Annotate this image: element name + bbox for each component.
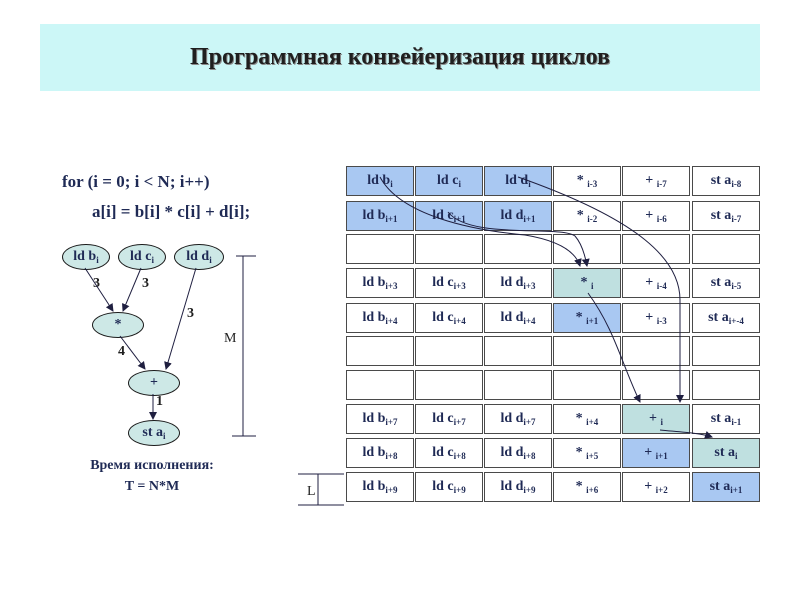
schedule-cell-op: st a — [708, 310, 729, 325]
schedule-cell-op: ld c — [432, 208, 454, 223]
schedule-cell-op: ld c — [432, 479, 454, 494]
schedule-cell-index: i+2 — [655, 485, 668, 495]
node-ld-d-sub: i — [209, 255, 212, 265]
edge-label-ldb-mul: 3 — [93, 276, 100, 291]
schedule-cell-op: + — [649, 411, 661, 426]
node-ld-d-label: ld d — [186, 249, 210, 264]
edge-ldb-mul — [85, 268, 113, 311]
node-ld-b-sub: i — [96, 255, 99, 265]
schedule-cell-index: i — [458, 179, 461, 189]
schedule-cell-index: i+4 — [385, 316, 398, 326]
l-dimension-label: L — [307, 484, 316, 499]
schedule-cell-op: * — [575, 479, 587, 494]
execution-time-formula: T = N*M — [124, 479, 180, 494]
schedule-cell-op: ld b — [367, 173, 391, 188]
schedule-cell-op: * — [576, 173, 588, 188]
schedule-cell-op: + — [644, 479, 656, 494]
schedule-cell-op: * — [576, 208, 588, 223]
schedule-cell-op: ld c — [432, 445, 454, 460]
node-ld-b-label: ld b — [73, 249, 97, 264]
schedule-cell-index: i+9 — [453, 485, 466, 495]
dep-arrow-ldc-to-mul — [448, 212, 587, 266]
edge-label-add-st: 1 — [156, 394, 163, 409]
dep-arrow-mul-to-add — [588, 293, 640, 402]
schedule-cell-index: i+6 — [586, 485, 599, 495]
dep-arrow-ldb-to-mul — [380, 177, 580, 266]
node-add-label: + — [150, 375, 158, 390]
schedule-cell-op: ld d — [500, 411, 524, 426]
schedule-cell-op: ld b — [362, 411, 386, 426]
edge-label-ldd-add: 3 — [187, 306, 194, 321]
node-multiply-label: * — [114, 317, 122, 332]
schedule-cell-op: ld c — [437, 173, 459, 188]
schedule-cell-op: st a — [710, 411, 732, 426]
schedule-cell-index: i — [528, 179, 531, 189]
schedule-cell-index: i+5 — [586, 451, 599, 461]
schedule-cell-index: i-6 — [656, 214, 667, 224]
schedule-cell-index: i-2 — [587, 214, 598, 224]
dep-arrow-ldd-to-add — [518, 177, 680, 402]
schedule-cell-op: + — [645, 310, 657, 325]
schedule-cell-index: i — [660, 417, 663, 427]
schedule-cell-op: + — [645, 275, 657, 290]
schedule-cell-op: ld d — [500, 275, 524, 290]
schedule-cell-index: i+4 — [453, 316, 466, 326]
schedule-cell-op: ld d — [505, 173, 529, 188]
schedule-cell-op: ld b — [362, 208, 386, 223]
node-ld-c-label: ld c — [130, 249, 152, 264]
schedule-cell-op: ld c — [432, 275, 454, 290]
schedule-cell-op: ld b — [362, 275, 386, 290]
schedule-cell-index: i+7 — [453, 417, 466, 427]
schedule-cell-index: i+9 — [523, 485, 536, 495]
schedule-cell-op: ld d — [500, 445, 524, 460]
schedule-cell-index: i — [390, 179, 393, 189]
schedule-cell-op: * — [575, 445, 587, 460]
schedule-cell-index: i-4 — [656, 281, 667, 291]
schedule-cell-op: ld d — [500, 208, 524, 223]
edge-label-mul-add: 4 — [118, 344, 125, 359]
node-store-label: st a — [142, 425, 164, 440]
schedule-cell-op: st a — [714, 445, 736, 460]
schedule-cell-index: i+1 — [453, 214, 466, 224]
schedule-cell-index: i-7 — [656, 179, 667, 189]
schedule-cell-index: i+7 — [523, 417, 536, 427]
schedule-cell-index: i+1 — [655, 451, 668, 461]
slide-title: Программная конвейеризация циклов — [190, 44, 610, 70]
schedule-cell-op: ld c — [432, 411, 454, 426]
schedule-cell-index: i — [590, 281, 594, 291]
schedule-cell-index: i-8 — [731, 179, 742, 189]
schedule-cell-index: i+8 — [385, 451, 398, 461]
node-ld-c-sub: i — [151, 255, 154, 265]
schedule-cell-op: * — [575, 411, 587, 426]
schedule-cell-index: i+1 — [586, 316, 599, 326]
schedule-cell-op: st a — [710, 173, 732, 188]
schedule-cell-op: st a — [710, 208, 732, 223]
schedule-cell-op: st a — [709, 479, 731, 494]
schedule-cell-index: i+3 — [385, 281, 398, 291]
schedule-cell-index: i+8 — [453, 451, 466, 461]
schedule-cell-index: i+-4 — [728, 316, 744, 326]
schedule-cell-index: i-5 — [731, 281, 742, 291]
loop-header: for (i = 0; i < N; i++) — [62, 172, 210, 191]
schedule-cell-index: i-3 — [587, 179, 598, 189]
edge-ldd-add — [166, 268, 196, 369]
schedule-cell-index: i+1 — [730, 485, 743, 495]
edge-ldc-mul — [123, 268, 141, 311]
schedule-cell-index: i+3 — [523, 281, 536, 291]
schedule-cell-index: i-7 — [731, 214, 742, 224]
execution-time-caption: Время исполнения: — [90, 458, 214, 473]
dep-arrow-add-to-st — [660, 430, 712, 437]
edge-mul-add — [120, 336, 145, 369]
schedule-cell-op: st a — [710, 275, 732, 290]
schedule-cell-index: i-1 — [731, 417, 742, 427]
schedule-cell-op: + — [645, 173, 657, 188]
schedule-cell-index: i+7 — [385, 417, 398, 427]
edge-label-ldc-mul: 3 — [142, 276, 149, 291]
schedule-cell-op: ld c — [432, 310, 454, 325]
m-dimension-label: M — [224, 331, 237, 346]
schedule-cell-op: + — [645, 208, 657, 223]
schedule-cell-op: ld b — [362, 479, 386, 494]
node-store-sub: i — [163, 431, 166, 441]
schedule-cell-op: * — [580, 275, 591, 290]
schedule-cell-index: i+4 — [586, 417, 599, 427]
schedule-cell-op: + — [644, 445, 656, 460]
schedule-cell-index: i+4 — [523, 316, 536, 326]
schedule-cell-op: ld d — [500, 310, 524, 325]
schedule-cell-op: * — [575, 310, 587, 325]
schedule-cell-index: i+3 — [453, 281, 466, 291]
schedule-cell-op: ld d — [500, 479, 524, 494]
schedule-cell-op: ld b — [362, 445, 386, 460]
schedule-cell-index: i+8 — [523, 451, 536, 461]
schedule-cell-index: i+1 — [523, 214, 536, 224]
schedule-cell-index: i-3 — [656, 316, 667, 326]
loop-body: a[i] = b[i] * c[i] + d[i]; — [92, 202, 251, 221]
schedule-cell-op: ld b — [362, 310, 386, 325]
schedule-cell-index: i+9 — [385, 485, 398, 495]
schedule-cell-index: i — [735, 451, 738, 461]
schedule-cell-index: i+1 — [385, 214, 398, 224]
